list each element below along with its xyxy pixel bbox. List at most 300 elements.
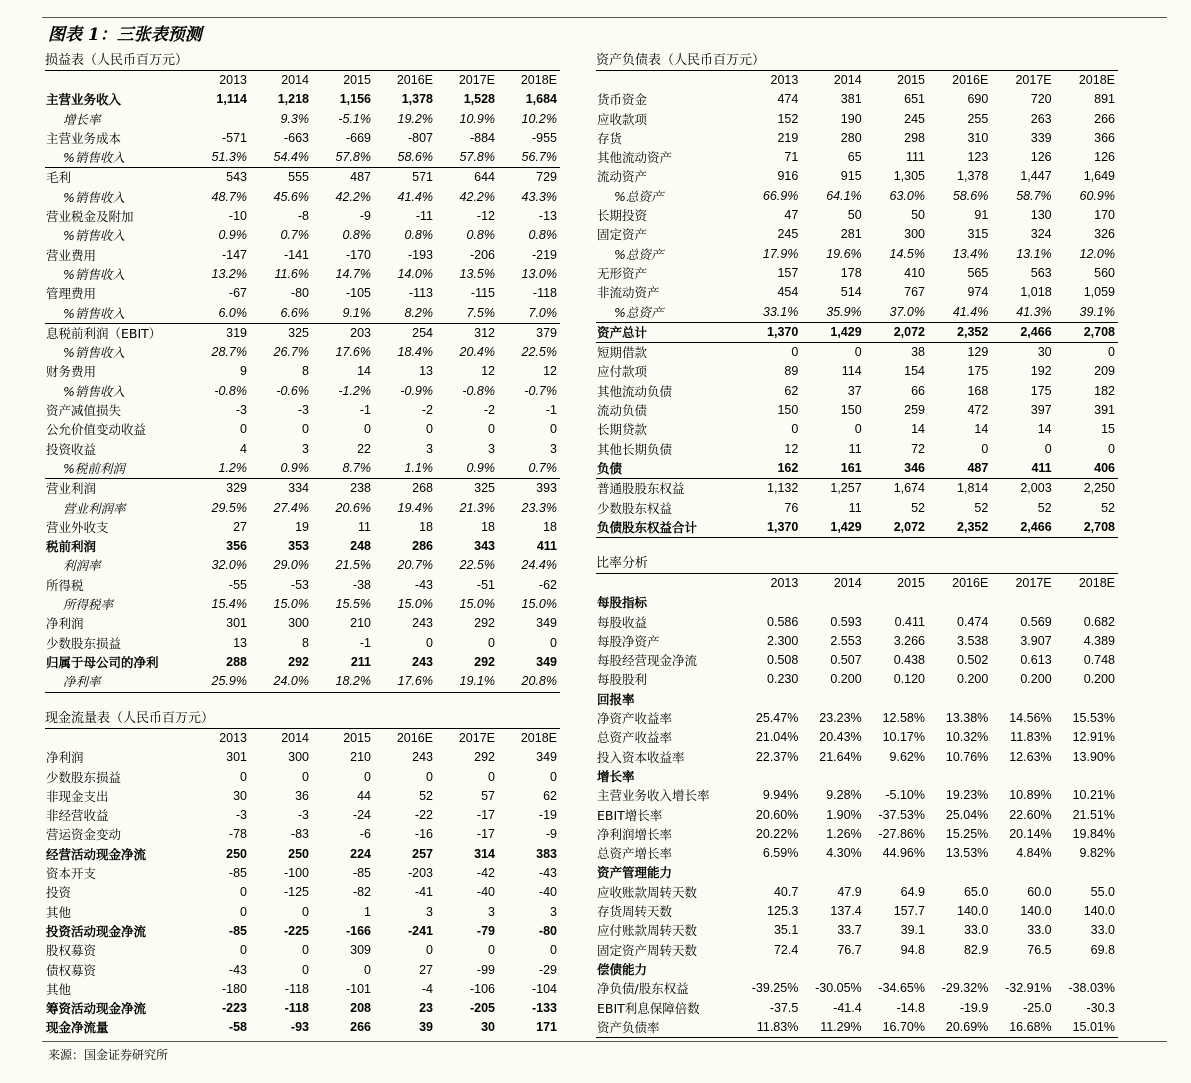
row-label: 营运资金变动 [46, 827, 122, 843]
cell-value: -2 [483, 403, 495, 418]
year-header: 2014 [281, 73, 309, 87]
cell-value: 2.553 [830, 633, 862, 648]
cell-value: 33.0 [963, 923, 989, 938]
table-row [596, 187, 1118, 206]
row-label: 短期借款 [597, 345, 648, 361]
cell-value: 137.4 [830, 904, 862, 919]
cell-value: 0 [302, 943, 309, 958]
cell-value: 0 [364, 422, 371, 437]
section-title: 现金流量表（人民币百万元） [45, 710, 560, 729]
cell-value: 0 [1044, 441, 1052, 456]
cell-value: 52 [974, 500, 989, 515]
header-label [596, 574, 738, 593]
cell-value: 454 [777, 285, 799, 300]
table-row [45, 90, 560, 109]
row-label: 固定资产周转天数 [597, 942, 698, 958]
row-label: 非流动资产 [597, 285, 660, 301]
cell-value: -9 [359, 209, 371, 224]
row-label: 每股净资产 [597, 633, 660, 649]
cell-value: 168 [967, 383, 989, 398]
cell-value: 0.9% [250, 459, 312, 479]
cell-value: 16.68% [991, 1018, 1054, 1038]
cell-value: 266 [1094, 111, 1115, 126]
cell-value: 60.0 [1027, 884, 1052, 899]
cell-value: 4.389 [1083, 633, 1115, 648]
cell-value: 0 [1108, 441, 1115, 456]
cell-value: 3 [426, 904, 433, 919]
row-label: 营业利润 [46, 481, 97, 497]
cell-value: 20.69% [928, 1018, 991, 1038]
cell-value: 157.7 [893, 904, 925, 919]
cell-value: 1,018 [1020, 285, 1052, 300]
cell-value: 52 [1037, 500, 1052, 515]
cell-value: 33.0 [1090, 923, 1115, 938]
cell-value: 2,352 [928, 518, 991, 538]
table-row [596, 167, 1118, 186]
cell-value: 3.907 [1020, 633, 1052, 648]
row-label: 财务费用 [46, 364, 97, 380]
header-row [596, 71, 1118, 90]
table-row [596, 479, 1118, 499]
cell-value: 325 [474, 481, 495, 496]
year-header: 2014 [833, 576, 862, 590]
cell-value: 0.8% [404, 228, 433, 243]
row-label: %销售收入 [45, 148, 188, 168]
cell-value: 3 [488, 441, 495, 456]
cell-value: 56.7% [498, 148, 560, 168]
row-label: %销售收入 [63, 228, 125, 244]
cell-value: 0.569 [1020, 614, 1052, 629]
cell-value: 1,814 [957, 481, 989, 496]
cell-value: 1,370 [738, 518, 801, 538]
cell-value: 0 [550, 422, 557, 437]
cell-value: 41.4% [397, 189, 433, 204]
cell-value: 126 [1030, 150, 1052, 165]
row-label: %总资产 [596, 303, 738, 323]
cell-value [865, 863, 928, 882]
cell-value: 255 [967, 111, 989, 126]
cell-value: 152 [777, 111, 799, 126]
cell-value: 329 [226, 481, 247, 496]
cell-value: 974 [967, 285, 989, 300]
cell-value: 0 [302, 422, 309, 437]
cashflow-statement [45, 710, 560, 1038]
cell-value: 0.586 [767, 614, 799, 629]
header-label [45, 729, 188, 748]
year-header: 2017E [458, 731, 495, 745]
table-row [45, 980, 560, 999]
cell-value: 94.8 [900, 942, 925, 957]
cell-value: 3 [488, 904, 495, 919]
cell-value [801, 767, 864, 786]
table-row [596, 690, 1118, 709]
cell-value: 10.2% [521, 111, 557, 126]
cell-value: 15 [1101, 422, 1115, 437]
year-header: 2013 [770, 73, 799, 87]
cell-value: 19.84% [1072, 826, 1115, 841]
cell-value: 13.5% [459, 266, 495, 281]
row-label: %销售收入 [63, 345, 125, 361]
cell-value: 10.32% [945, 730, 989, 745]
row-label: 非现金支出 [46, 788, 109, 804]
table-row [596, 806, 1118, 825]
cell-value [991, 593, 1054, 612]
cell-value: 3 [550, 904, 557, 919]
table-row [596, 129, 1118, 148]
cell-value: 58.7% [1016, 188, 1052, 203]
row-label: 主营业务收入增长率 [597, 788, 710, 804]
cell-value: 248 [350, 539, 371, 554]
cell-value: 0.438 [893, 653, 925, 668]
cell-value: 3 [550, 441, 557, 456]
row-label: 货币资金 [597, 92, 648, 108]
table-row [45, 787, 560, 806]
cell-value: -85 [352, 866, 371, 881]
cell-value: 314 [474, 846, 495, 861]
table-row [45, 518, 560, 537]
year-header: 2015 [897, 73, 925, 87]
cell-value: 245 [904, 111, 925, 126]
cell-value: 243 [412, 750, 433, 765]
cell-value [1055, 960, 1118, 979]
row-label: 每股经营现金净流 [597, 653, 698, 669]
cell-value: 1,674 [893, 481, 925, 496]
cell-value: 40.7 [773, 884, 799, 899]
cell-value: 20.4% [459, 345, 495, 360]
cell-value: 208 [350, 1001, 371, 1016]
cell-value: 346 [865, 459, 928, 479]
cell-value: 0.613 [1020, 653, 1052, 668]
cell-value: -101 [345, 981, 371, 996]
cell-value: -10 [228, 209, 247, 224]
cell-value: 157 [777, 265, 799, 280]
year-header: 2018E [520, 731, 557, 745]
cell-value: 391 [1094, 403, 1115, 418]
header-row [45, 71, 560, 90]
cell-value: -4 [421, 981, 433, 996]
table-row [45, 595, 560, 614]
cell-value: 309 [350, 943, 371, 958]
cell-value [865, 767, 928, 786]
row-label: 净利率 [45, 672, 188, 692]
cell-value: 14.5% [889, 246, 925, 261]
cell-value: 21.64% [819, 749, 862, 764]
cell-value: 0 [488, 943, 495, 958]
cell-value: 30 [233, 788, 247, 803]
cell-value: 0 [240, 885, 247, 900]
row-label: %税前利润 [45, 459, 188, 479]
cell-value: -22 [414, 808, 433, 823]
table-row [45, 748, 560, 767]
cell-value: 9 [240, 364, 247, 379]
table-row [45, 323, 560, 343]
cell-value: 37 [847, 383, 862, 398]
row-label: 增长率 [63, 111, 101, 127]
cell-value: 7.5% [436, 304, 498, 324]
cell-value: 12.0% [1079, 246, 1115, 261]
cell-value: -29.32% [941, 981, 989, 996]
cell-value [1055, 863, 1118, 882]
cell-value: 210 [350, 750, 371, 765]
cell-value: 0.411 [894, 614, 925, 629]
table-row [596, 999, 1118, 1018]
table-row [45, 304, 560, 324]
table-row [45, 634, 560, 653]
cell-value [188, 110, 250, 129]
cell-value: 58.6% [952, 188, 989, 203]
cell-value: 0.8% [466, 228, 495, 243]
cell-value: 263 [1030, 111, 1052, 126]
cell-value: -43 [414, 577, 433, 592]
table-row [596, 709, 1118, 728]
cell-value: 123 [967, 150, 989, 165]
cell-value: 0 [488, 422, 495, 437]
cell-value: 543 [226, 170, 247, 185]
cell-value: 266 [350, 1020, 371, 1035]
cell-value: 41.4% [928, 303, 991, 323]
row-label: 资本开支 [46, 866, 97, 882]
cell-value: 15.0% [273, 597, 309, 612]
table-row [45, 961, 560, 980]
cell-value: 22.37% [755, 749, 799, 764]
cell-value: -42 [476, 866, 495, 881]
table-row [596, 440, 1118, 459]
cell-value: -43 [228, 962, 247, 977]
cell-value: 0.200 [957, 672, 989, 687]
cell-value: 50 [847, 208, 862, 223]
cell-value: 13.53% [945, 846, 989, 861]
cell-value: 14 [974, 422, 989, 437]
table-row [596, 632, 1118, 651]
table-row [45, 922, 560, 941]
data-table [45, 729, 560, 1038]
cell-value: 9.62% [889, 749, 925, 764]
cell-value: 0 [302, 769, 309, 784]
cell-value: 14.0% [397, 266, 433, 281]
cell-value: 27 [419, 962, 433, 977]
cell-value [801, 960, 864, 979]
cell-value: -115 [470, 286, 495, 301]
year-header: 2017E [1015, 576, 1052, 590]
year-header: 2018E [520, 73, 557, 87]
cell-value: 4.30% [826, 846, 862, 861]
cell-value: 10.89% [1009, 788, 1052, 803]
cell-value: 3.266 [893, 633, 925, 648]
cell-value [1055, 767, 1118, 786]
cell-value: 15.25% [945, 826, 989, 841]
cell-value: 383 [536, 846, 557, 861]
cell-value: -67 [228, 286, 247, 301]
cell-value: 192 [1030, 364, 1052, 379]
cell-value: 301 [226, 750, 247, 765]
table-row [45, 614, 560, 633]
cell-value: 397 [1030, 403, 1052, 418]
cell-value: -118 [532, 286, 557, 301]
table-row [596, 593, 1118, 612]
cell-value: 257 [412, 846, 433, 861]
cell-value: -14.8 [896, 1000, 925, 1015]
cell-value: 2,466 [991, 518, 1054, 538]
row-label: 普通股股东权益 [597, 481, 685, 497]
year-header: 2013 [219, 73, 247, 87]
cell-value: 171 [536, 1020, 557, 1035]
cell-value: 0.748 [1083, 653, 1115, 668]
cell-value: 210 [350, 616, 371, 631]
table-row [45, 556, 560, 575]
cell-value: 366 [1094, 130, 1115, 145]
cell-value: -223 [221, 1001, 247, 1016]
cell-value: 4 [240, 441, 247, 456]
year-header: 2014 [833, 73, 862, 87]
cell-value: 1,218 [277, 92, 309, 107]
cell-value: -1 [359, 403, 371, 418]
cell-value: 209 [1094, 364, 1115, 379]
cell-value: 339 [1030, 130, 1052, 145]
cell-value: 12.58% [882, 711, 925, 726]
cell-value: 8.7% [312, 459, 374, 479]
cell-value: -9 [545, 827, 557, 842]
row-label: 净资产收益率 [597, 711, 673, 727]
row-label: 每股收益 [597, 614, 648, 630]
cell-value: 15.4% [211, 597, 247, 612]
cell-value: 0.508 [767, 653, 799, 668]
row-label: 存货 [597, 130, 623, 146]
cell-value: 39.1 [900, 923, 925, 938]
table-row [45, 864, 560, 883]
cell-value [801, 593, 864, 612]
cell-value: 30 [481, 1020, 495, 1035]
cell-value: 15.53% [1072, 711, 1115, 726]
cell-value: 1,429 [801, 518, 864, 538]
cell-value: 63.0% [889, 188, 925, 203]
cell-value: 3.538 [957, 633, 989, 648]
cell-value: 1,378 [401, 92, 433, 107]
year-header: 2013 [770, 576, 799, 590]
cell-value: 1 [364, 904, 371, 919]
cell-value: 381 [840, 92, 862, 107]
cell-value: 300 [288, 750, 309, 765]
cell-value: -53 [290, 577, 309, 592]
table-row [596, 322, 1118, 342]
cell-value: 13.2% [211, 266, 247, 281]
table-row [596, 206, 1118, 225]
cell-value: 57.8% [436, 148, 498, 168]
row-label: 每股指标 [597, 595, 648, 611]
cell-value: 2,003 [1020, 481, 1052, 496]
income-statement [45, 52, 560, 693]
row-label: 增长率 [597, 768, 635, 784]
cell-value: -203 [407, 866, 433, 881]
cell-value: 47 [784, 208, 799, 223]
cell-value: 651 [904, 92, 925, 107]
cell-value: 21.5% [335, 558, 371, 573]
cell-value: 18 [543, 519, 557, 534]
cell-value: 26.7% [273, 345, 309, 360]
cell-value: 292 [474, 616, 495, 631]
row-label: 应收款项 [597, 111, 648, 127]
row-label: 少数股东损益 [46, 635, 122, 651]
cell-value: 0 [426, 422, 433, 437]
cell-value [801, 863, 864, 882]
cell-value: 1,528 [463, 92, 495, 107]
cell-value: -93 [290, 1020, 309, 1035]
cell-value: 15.0% [459, 597, 495, 612]
row-label: 利润率 [63, 558, 101, 574]
cell-value: 14.7% [335, 266, 371, 281]
data-table [596, 574, 1118, 1038]
balance-sheet [596, 52, 1118, 538]
cell-value: 43.3% [521, 189, 557, 204]
year-header: 2018E [1078, 73, 1115, 87]
cell-value: 9.1% [312, 304, 374, 324]
year-header: 2017E [1015, 73, 1052, 87]
cell-value: -571 [221, 130, 247, 145]
cell-value: 13.38% [945, 711, 989, 726]
cell-value: 243 [412, 616, 433, 631]
row-label: 资产负债率 [596, 1018, 738, 1038]
cell-value: 41.3% [991, 303, 1054, 323]
table-row [45, 806, 560, 825]
cell-value: -40 [538, 885, 557, 900]
cell-value: -147 [221, 247, 247, 262]
table-row [45, 941, 560, 960]
table-row [596, 941, 1118, 960]
cell-value: -219 [531, 247, 557, 262]
cell-value: 250 [288, 846, 309, 861]
table-row [596, 670, 1118, 689]
cell-value: 24.0% [250, 672, 312, 692]
cell-value: -6 [359, 827, 371, 842]
table-row [45, 903, 560, 922]
cell-value: 1.90% [826, 807, 862, 822]
cell-value: -955 [531, 130, 557, 145]
row-label: 应收账款周转天数 [597, 884, 698, 900]
cell-value: 36 [295, 788, 309, 803]
section-title: 资产负债表（人民币百万元） [596, 52, 1118, 71]
cell-value: 0.230 [767, 672, 799, 687]
cell-value: -0.9% [400, 383, 433, 398]
cell-value: 65 [847, 150, 862, 165]
cell-value: 0 [364, 962, 371, 977]
cell-value: -133 [531, 1001, 557, 1016]
row-label: 税前利润 [46, 539, 97, 555]
cell-value: 19 [295, 519, 309, 534]
cell-value: 343 [474, 539, 495, 554]
row-label: 负债 [596, 459, 738, 479]
cell-value: 280 [840, 130, 862, 145]
cell-value: 0.7% [280, 228, 309, 243]
row-label: 净利润 [46, 750, 84, 766]
cell-value: 82.9 [963, 942, 989, 957]
cell-value: 203 [350, 325, 371, 340]
row-label: 所得税率 [63, 597, 114, 613]
cell-value [738, 690, 801, 709]
cell-value [738, 593, 801, 612]
row-label: 投资 [46, 885, 72, 901]
section-title: 损益表（人民币百万元） [45, 52, 560, 71]
row-label: EBIT利息保障倍数 [597, 1000, 700, 1016]
cell-value: 178 [840, 265, 862, 280]
cell-value: 292 [288, 654, 309, 669]
cell-value: 300 [904, 227, 925, 242]
cell-value: 28.7% [211, 345, 247, 360]
cell-value: 288 [226, 654, 247, 669]
cell-value: -11 [415, 209, 433, 224]
cell-value: 1.26% [826, 826, 862, 841]
cell-value: 39.1% [1055, 303, 1118, 323]
cell-value: 19.2% [397, 111, 433, 126]
cell-value: 140.0 [957, 904, 989, 919]
